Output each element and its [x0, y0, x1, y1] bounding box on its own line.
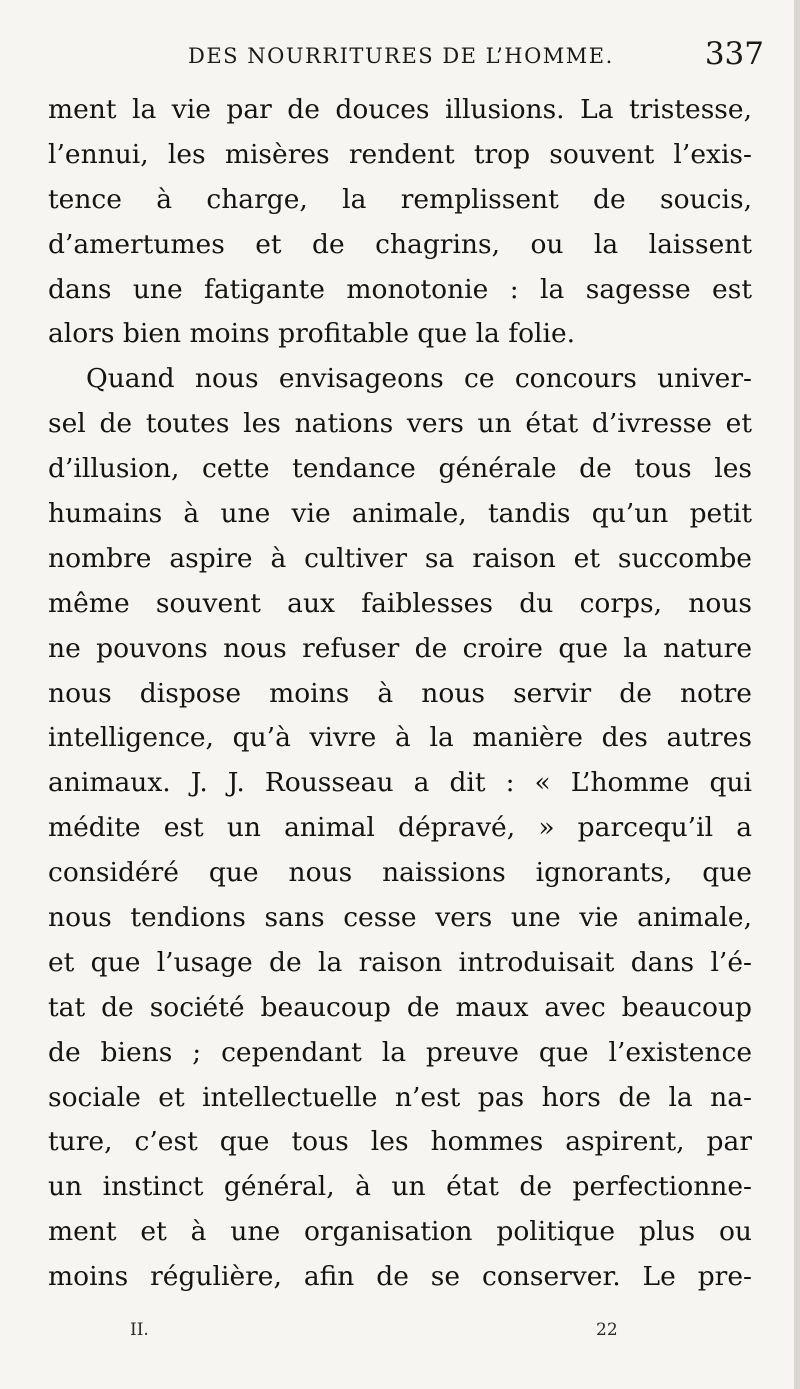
text-line: ment et à une organisation politique plus ou — [48, 1216, 752, 1248]
text-line: tence à charge, la remplissent de soucis, — [48, 183, 752, 215]
text-line: l’ennui, les misères rendent trop souvent l’exis- — [48, 138, 752, 170]
text-line: nous dispose moins à nous servir de notre — [48, 677, 752, 709]
text-line: de biens ; cependant la preuve que l’existence — [48, 1036, 752, 1068]
running-title: DES NOURRITURES DE L’HOMME. — [188, 44, 614, 68]
text-line: intelligence, qu’à vivre à la manière des autres — [48, 722, 752, 754]
text-line: même souvent aux faiblesses du corps, nous — [48, 587, 752, 619]
text-line: Quand nous envisageons ce concours univer- — [86, 363, 752, 395]
body-text — [48, 88, 752, 1300]
page-number: 337 — [704, 36, 764, 72]
signature-mark: 22 — [596, 1320, 618, 1340]
text-line: nombre aspire à cultiver sa raison et succombe — [48, 542, 752, 574]
text-line: d’illusion, cette tendance générale de tous les — [48, 453, 752, 485]
text-line: alors bien moins profitable que la folie. — [48, 318, 576, 350]
paragraph-2 — [48, 357, 752, 1300]
page-footer — [48, 1320, 752, 1350]
text-line: animaux. J. J. Rousseau a dit : « L’homme qui — [48, 767, 752, 799]
text-line: tat de société beaucoup de maux avec beaucoup — [48, 991, 752, 1023]
text-line: humains à une vie animale, tandis qu’un petit — [48, 498, 752, 530]
paragraph-1 — [48, 88, 752, 357]
page-header — [48, 36, 768, 82]
text-line: moins régulière, afin de se conserver. Le pre- — [48, 1261, 752, 1293]
text-line: considéré que nous naissions ignorants, que — [48, 857, 752, 889]
text-line: ne pouvons nous refuser de croire que la nature — [48, 632, 752, 664]
text-line: ture, c’est que tous les hommes aspirent, par — [48, 1126, 752, 1158]
text-line: et que l’usage de la raison introduisait dans l’é- — [48, 946, 752, 978]
text-line: sociale et intellectuelle n’est pas hors de la na- — [48, 1081, 752, 1113]
text-line: sel de toutes les nations vers un état d’ivresse et — [48, 408, 752, 440]
text-line: ment la vie par de douces illusions. La tristesse, — [48, 94, 752, 125]
text-line: d’amertumes et de chagrins, ou la laissent — [48, 228, 752, 260]
volume-mark: II. — [130, 1320, 149, 1340]
text-line: dans une fatigante monotonie : la sagesse est — [48, 273, 752, 305]
text-line: un instinct général, à un état de perfectionne- — [48, 1171, 752, 1203]
text-line: médite est un animal dépravé, » parcequ’il a — [48, 812, 752, 844]
text-line: nous tendions sans cesse vers une vie animale, — [48, 902, 752, 934]
